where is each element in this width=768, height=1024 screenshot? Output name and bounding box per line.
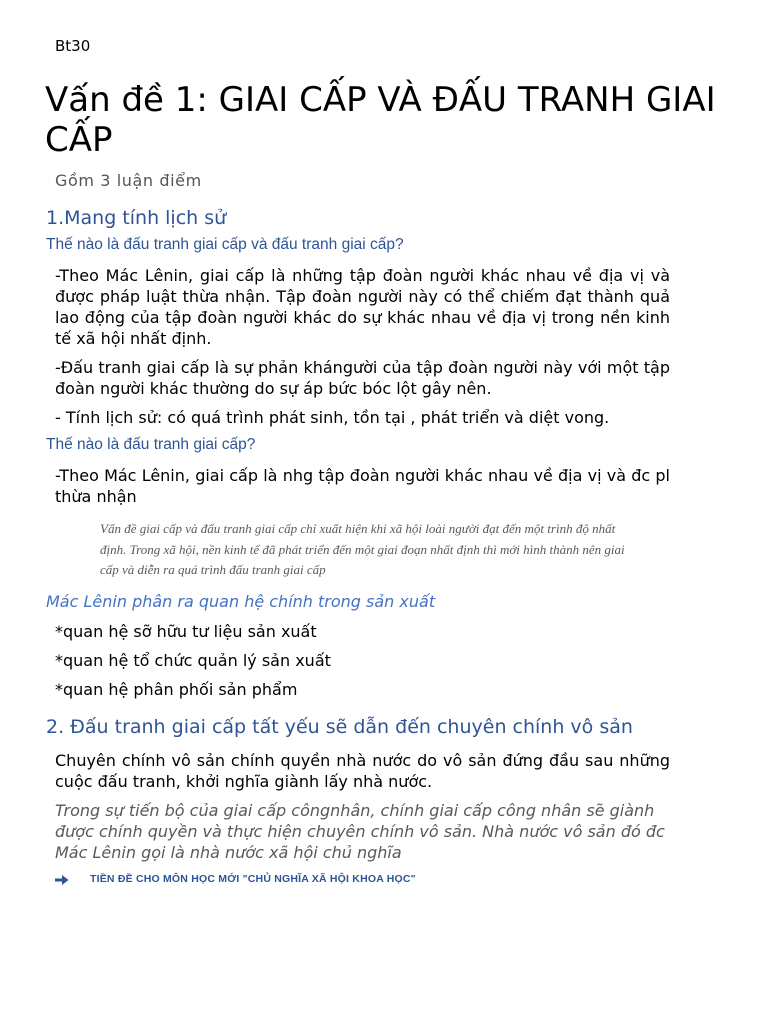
page-title: Vấn đề 1: GIAI CẤP VÀ ĐẤU TRANH GIAI CẤP — [45, 80, 716, 160]
section2-heading: 2. Đấu tranh giai cấp tất yếu sẽ dẫn đến chuyên chính vô sản — [46, 716, 633, 738]
arrow-note-text: TIỀN ĐỀ CHO MÔN HỌC MỚI "CHỦ NGHĨA XÃ HỘI KHOA HỌC" — [90, 873, 416, 885]
emphasis-line: Mác Lênin phân ra quan hệ chính trong sản xuất — [46, 592, 436, 611]
block-quote: Vấn đề giai cấp và đấu tranh giai cấp chỉ xuất hiện khi xã hội loài người đạt đến một trình độ nhất định. Trong xã hội, nền kinh tế đã phát triển đến một giai đoạn nhất định thì mới hình thành nên giai cấp và diễn ra quá trình đấu tranh giai cấp — [100, 521, 625, 577]
section2-para1: Chuyên chính vô sản chính quyền nhà nước do vô sản đứng đầu sau những cuộc đấu tranh, khởi nghĩa giành lấy nhà nước. — [55, 751, 670, 791]
section1-para3: - Tính lịch sử: có quá trình phát sinh, tồn tại , phát triển và diệt vong. — [55, 408, 610, 427]
section1-para2: -Đấu tranh giai cấp là sự phản khángười của tập đoàn người này với một tập đoàn người khác thường do sự áp bức bóc lột gây nên. — [55, 358, 670, 398]
section1-question2: Thế nào là đấu tranh giai cấp? — [46, 436, 256, 453]
list-item: *quan hệ tổ chức quản lý sản xuất — [55, 651, 331, 670]
subtitle: Gồm 3 luận điểm — [55, 171, 202, 190]
document-code: Bt30 — [55, 37, 91, 55]
section1-heading: 1.Mang tính lịch sử — [46, 207, 227, 229]
section1-para1: -Theo Mác Lênin, giai cấp là những tập đoàn người khác nhau về địa vị và được pháp luật thừa nhận. Tập đoàn người này có thể chiếm đạt thành quả lao động của tập đoàn người khác do sự khác nhau về địa vị trong nền kinh tế xã hội nhất định. — [55, 266, 670, 348]
section1-para4: -Theo Mác Lênin, giai cấp là nhg tập đoàn người khác nhau về địa vị và đc pl thừa nhận — [55, 466, 670, 506]
section2-italic-para: Trong sự tiến bộ của giai cấp côngnhân, chính giai cấp công nhân sẽ giành được chính quyền và thực hiện chuyên chính vô sản. Nhà nước vô sản đó đc Mác Lênin gọi là nhà nước xã hội chủ nghĩa — [55, 801, 665, 862]
list-item: *quan hệ sỡ hữu tư liệu sản xuất — [55, 622, 317, 641]
arrow-right-icon — [55, 874, 69, 886]
list-item: *quan hệ phân phối sản phẩm — [55, 680, 298, 699]
section1-question1: Thế nào là đấu tranh giai cấp và đấu tranh giai cấp? — [46, 236, 404, 253]
